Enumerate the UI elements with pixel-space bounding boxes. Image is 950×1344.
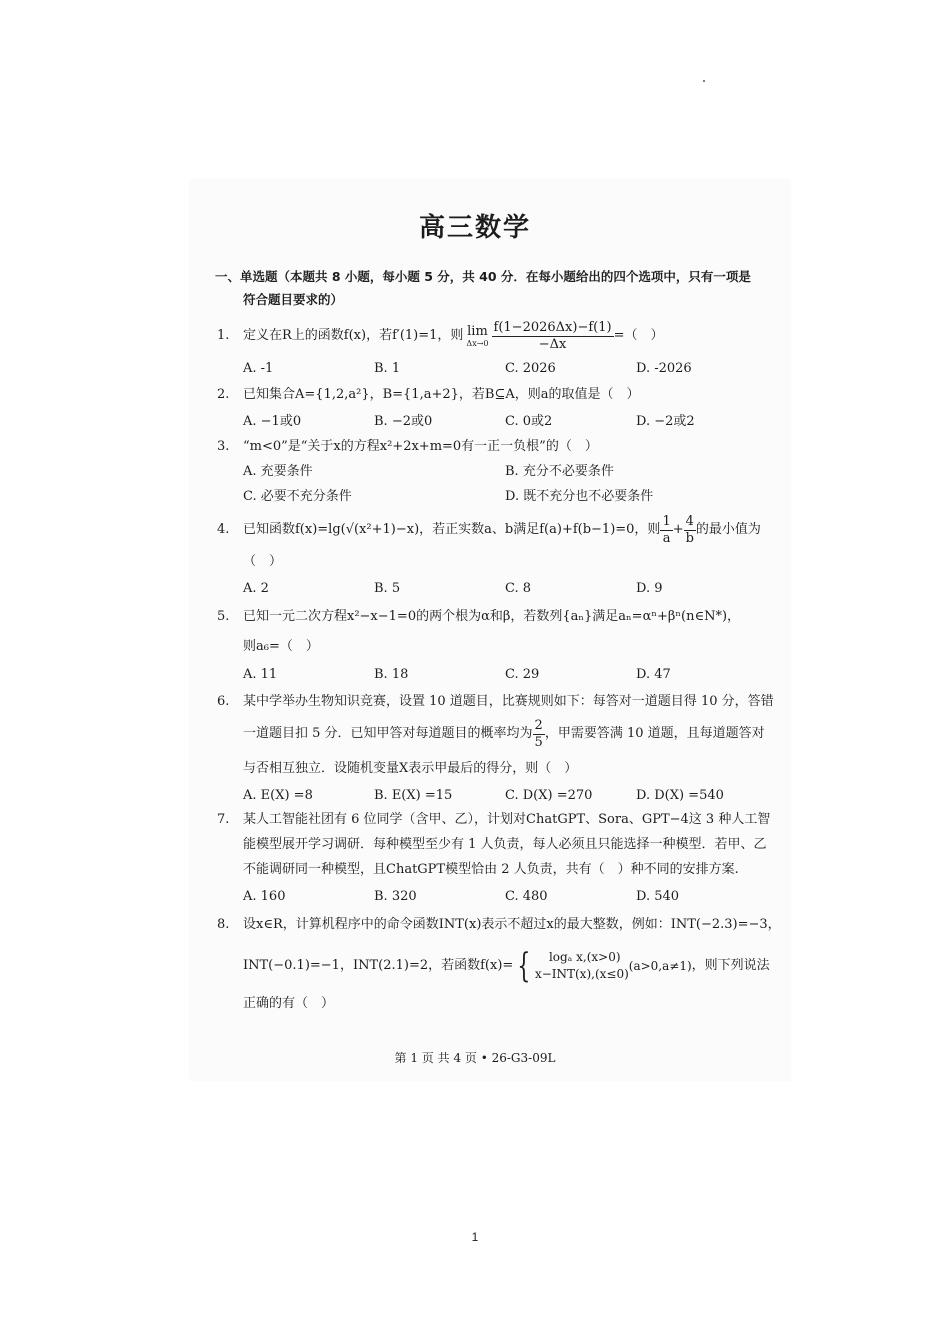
lim-text: lim [467,323,488,339]
page-footer: 第 1 页 共 4 页 • 26-G3-09L [394,1051,556,1065]
question-7-stem: 某人工智能社团有 6 位同学（含甲、乙），计划对ChatGPT、Sora、GPT−4这 3 种人工智 [243,812,771,827]
speck [703,80,705,82]
question-7-stem-cont: 能模型展开学习调研．每种模型至少有 1 人负责，每人必须且只能选择一种模型．若甲、乙 [243,837,767,852]
q6-stem-part-b1: 一道题目扣 5 分．已知甲答对每道题目的概率均为 [243,726,533,741]
question-number: 6. [217,694,230,709]
case-positive: logₐ x,(x>0) [548,950,621,964]
q4-stem-part-c: （ ） [243,554,283,569]
q4-option-a: A. 2 [243,581,269,596]
q5-option-a: A. 11 [243,667,278,682]
fraction-denominator: 5 [534,734,543,750]
q6-option-d: D. D(X) =540 [636,788,724,803]
section-heading-cont: 符合题目要求的） [243,292,344,307]
lim-subscript: Δx→0 [466,338,489,348]
fraction-4-over-b [684,514,696,547]
question-number: 1. [217,328,230,343]
q6-option-c: C. D(X) =270 [505,788,593,803]
fraction-denominator: b [685,530,694,546]
question-8-stem-cont [243,946,770,986]
probability-fraction [533,718,545,751]
piecewise-cases [535,949,629,983]
q1-stem-part-a: 定义在R上的函数f(x)，若f′(1)=1，则 [243,328,464,343]
fraction-denominator: a [662,530,671,546]
question-8-stem: 设x∈R，计算机程序中的命令函数INT(x)表示不超过x的最大整数，例如：INT(−2.3)=−3， [243,917,781,932]
question-7-stem-end: 不能调研同一种模型，且ChatGPT模型恰由 2 人负责，共有（ ）种不同的安排方案. [243,862,739,877]
q7-option-b: B. 320 [374,889,417,904]
question-number: 2. [217,387,230,402]
question-number: 3. [217,439,230,454]
section-heading: 一、单选题（本题共 8 小题，每小题 5 分，共 40 分．在每小题给出的四个选项中，只有一项是 [215,269,751,284]
q7-option-a: A. 160 [243,889,286,904]
q3-option-a: A. 充要条件 [243,464,313,479]
question-6-stem-end: 与否相互独立．设随机变量X表示甲最后的得分，则（ ） [243,761,578,776]
q2-option-a: A. −1或0 [243,414,302,429]
q4-option-d: D. 9 [636,581,663,596]
q3-option-d: D. 既不充分也不必要条件 [505,489,654,504]
left-brace: { [517,946,531,986]
q4-option-c: C. 8 [505,581,532,596]
question-3-stem: “m<0”是“关于x的方程x²+2x+m=0有一正一负根”的（ ） [243,439,598,454]
parameter-condition: (a>0,a≠1) [628,959,692,973]
q5-option-d: D. 47 [636,667,671,682]
question-number: 7. [217,812,230,827]
question-2-stem: 已知集合A={1,2,a²}，B={1,a+2}，若B⊆A，则a的取值是（ ） [243,387,640,402]
q8-stem-part-b1: INT(−0.1)=−1，INT(2.1)=2，若函数f(x)= [243,958,514,973]
q3-option-c: C. 必要不充分条件 [243,489,352,504]
q6-option-a: A. E(X) =8 [243,788,313,803]
question-number: 5. [217,609,230,624]
fraction-numerator: 1 [662,513,671,529]
q4-stem-part-b: 的最小值为 [695,522,761,537]
fraction-numerator: 4 [685,513,694,529]
q2-option-b: B. −2或0 [374,414,433,429]
fraction-1-over-a [660,514,672,547]
fraction-numerator: f(1−2026Δx)−f(1) [493,319,612,335]
q8-stem-part-b2: ，则下列说法 [691,958,770,973]
q6-option-b: B. E(X) =15 [374,788,453,803]
question-4-stem [243,512,761,548]
q1-option-b: B. 1 [374,361,401,376]
question-5-stem-cont: 则a₆=（ ） [243,639,319,654]
page-number: 1 [471,1230,479,1244]
q7-option-d: D. 540 [636,889,680,904]
q1-option-a: A. -1 [243,361,274,376]
question-number: 4. [217,522,230,537]
q1-option-c: C. 2026 [505,361,556,376]
q1-stem-part-b: =（ ） [613,328,664,343]
q7-option-c: C. 480 [505,889,548,904]
q1-option-d: D. -2026 [636,361,692,376]
q1-fraction [492,320,614,353]
page-title: 高三数学 [418,213,531,243]
question-6-stem: 某中学举办生物知识竞赛，设置 10 道题目，比赛规则如下：每答对一道题目得 10 分，答错 [243,694,774,709]
question-1-stem [243,318,663,354]
q4-stem-part-a: 已知函数f(x)=lg(√(x²+1)−x)，若正实数a、b满足f(a)+f(b−1)=0，则 [243,522,661,537]
q3-option-b: B. 充分不必要条件 [505,464,614,479]
case-nonpositive: x−INT(x),(x≤0) [534,967,629,981]
q5-option-b: B. 18 [374,667,409,682]
q4-option-b: B. 5 [374,581,401,596]
exam-sheet [190,180,790,1080]
q5-option-c: C. 29 [505,667,540,682]
question-6-stem-cont [243,716,765,752]
fraction-numerator: 2 [534,717,543,733]
fraction-denominator: −Δx [538,336,567,352]
q2-option-c: C. 0或2 [505,414,553,429]
limit-operator [466,325,488,348]
plus-sign: + [672,522,684,537]
question-8-stem-end: 正确的有（ ） [243,996,335,1011]
q2-option-d: D. −2或2 [636,414,695,429]
q6-stem-part-b2: ，甲需要答满 10 道题，且每道题答对 [544,726,765,741]
question-5-stem: 已知一元二次方程x²−x−1=0的两个根为α和β，若数列{aₙ}满足aₙ=αⁿ+βⁿ(n∈N*)， [243,609,741,624]
question-number: 8. [217,917,230,932]
